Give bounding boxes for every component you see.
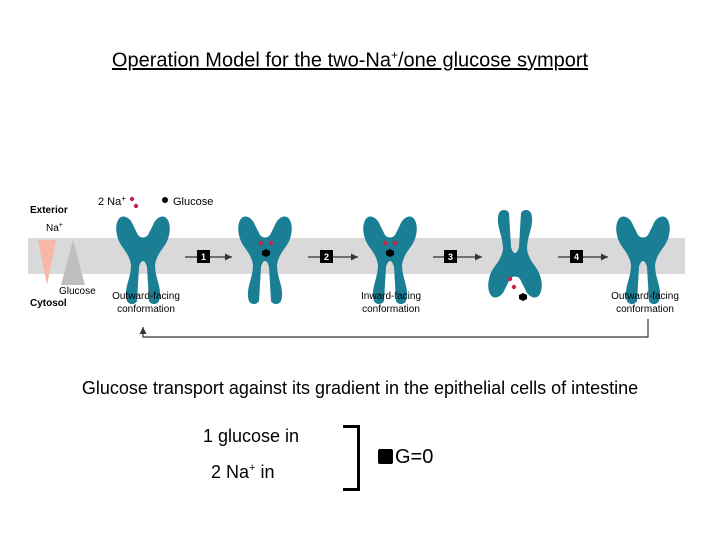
svg-text:3: 3 xyxy=(447,252,454,262)
legend-glucose: Glucose xyxy=(173,196,214,208)
cytosol-label: Cytosol xyxy=(30,298,67,309)
na-ion xyxy=(508,277,512,281)
conformation-label-left-2: conformation xyxy=(117,304,175,315)
conformation-label-mid: Inward-facing xyxy=(360,291,422,302)
slide-title: Operation Model for the two-Na+/one glucose symport xyxy=(111,48,589,72)
na-ion xyxy=(383,241,387,245)
equation-result: G=0 xyxy=(378,446,433,469)
na-gradient-label: Na+ xyxy=(46,222,63,234)
conformation-label-right-2: conformation xyxy=(616,304,674,315)
return-cycle-arrow xyxy=(143,319,648,337)
na-ion xyxy=(269,241,273,245)
conformation-label-left: Outward-facing xyxy=(112,291,180,302)
na-ion-icon xyxy=(130,197,134,201)
equation-bracket xyxy=(343,425,360,491)
conformation-label-mid-2: conformation xyxy=(362,304,420,315)
svg-text:1: 1 xyxy=(200,252,207,262)
legend-na: 2 Na+ xyxy=(98,194,126,208)
na-ion-icon xyxy=(134,204,138,208)
svg-text:2: 2 xyxy=(323,252,330,262)
caption: Glucose transport against its gradient in the epithelial cells of intestine xyxy=(81,378,639,398)
na-ion xyxy=(259,241,263,245)
na-ion xyxy=(393,241,397,245)
svg-text:4: 4 xyxy=(573,252,580,262)
glucose-icon xyxy=(162,197,168,203)
na-ion xyxy=(512,285,516,289)
symport-diagram xyxy=(28,185,693,345)
glucose-gradient-label: Glucose xyxy=(59,286,96,297)
glucose-molecule xyxy=(519,293,527,301)
exterior-label: Exterior xyxy=(30,205,68,216)
equation-glucose-in: 1 glucose in xyxy=(203,426,300,446)
conformation-label-right: Outward-facing xyxy=(611,291,679,302)
delta-symbol-icon xyxy=(378,449,393,464)
equation-na-in: 2 Na+ in xyxy=(211,462,275,482)
